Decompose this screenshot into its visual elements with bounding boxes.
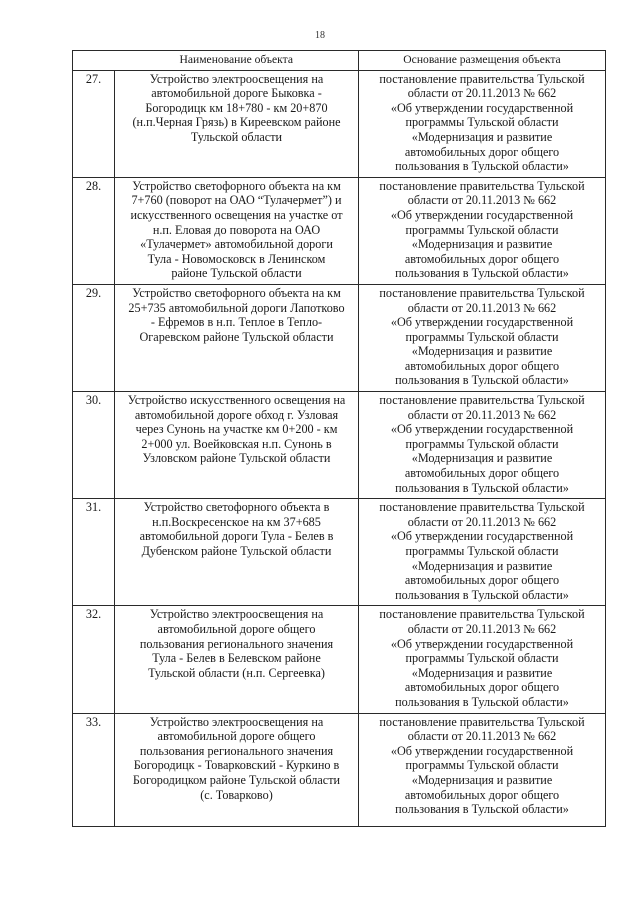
placement-basis-cell [359,177,606,284]
placement-basis-line: автомобильных дорог общего [404,573,560,588]
placement-basis-cell [359,713,606,826]
table-header-row [73,51,606,71]
object-name-cell [115,499,359,606]
placement-basis-line: автомобильных дорог общего [404,251,560,266]
object-name-line: Устройство искусственного освещения на [127,393,346,408]
placement-basis-line: программы Тульской области [405,115,559,130]
placement-basis-line: программы Тульской области [405,222,559,237]
object-name-line: Богородицк км 18+780 - км 20+870 [145,100,328,115]
placement-basis-line: пользования в Тульской области» [395,480,569,495]
object-name-line: Богородицк - Товарковский - Куркино в [133,758,340,773]
placement-basis-line: области от 20.11.2013 № 662 [407,729,557,744]
row-number: 32. [73,606,115,713]
placement-basis-line: «Модернизация и развитие [411,665,553,680]
placement-basis-line: пользования в Тульской области» [395,373,569,388]
placement-basis-line: «Модернизация и развитие [411,237,553,252]
placement-basis-line: «Об утверждении государственной [390,100,574,115]
placement-basis-line: автомобильных дорог общего [404,144,560,159]
object-name-cell [115,392,359,499]
header-object-name: Наименование объекта [115,51,359,71]
placement-basis-line: области от 20.11.2013 № 662 [407,407,557,422]
object-name-cell [115,284,359,391]
object-name-line: - Ефремов в н.п. Теплое в Тепло- [150,315,323,330]
placement-basis-line: постановление правительства Тульской [379,393,585,408]
placement-basis-line: пользования в Тульской области» [395,266,569,281]
placement-basis-line: «Модернизация и развитие [411,772,553,787]
row-number: 33. [73,713,115,826]
object-name-line: Тульской области [190,129,283,144]
table-body [73,70,606,826]
table-row [73,284,606,391]
placement-basis-line: пользования в Тульской области» [395,694,569,709]
object-name-line: Устройство светофорного объекта на км [132,178,341,193]
placement-basis-line: пользования в Тульской области» [395,159,569,174]
placement-basis-line: «Модернизация и развитие [411,558,553,573]
placement-basis-line: «Об утверждении государственной [390,422,574,437]
placement-basis-line: пользования в Тульской области» [395,802,569,817]
object-name-line: 2+000 ул. Воейковская н.п. Сунонь в [141,436,332,451]
object-name-line: автомобильной дороге обход г. Узловая [134,407,339,422]
object-name-line: автомобильной дороге Быковка - [151,86,322,101]
object-name-line: автомобильной дороге общего [157,621,316,636]
placement-basis-line: «Модернизация и развитие [411,344,553,359]
object-name-cell [115,70,359,177]
object-name-line: Устройство светофорного объекта на км [132,285,341,300]
table-row [73,392,606,499]
placement-basis-line: «Об утверждении государственной [390,315,574,330]
placement-basis-line: программы Тульской области [405,329,559,344]
placement-basis-line: постановление правительства Тульской [379,607,585,622]
placement-basis-line: области от 20.11.2013 № 662 [407,193,557,208]
placement-basis-line: автомобильных дорог общего [404,787,560,802]
header-number-cell [73,51,115,71]
object-name-line: Огаревском районе Тульской области [139,329,334,344]
placement-basis-line: программы Тульской области [405,544,559,558]
object-name-line: Устройство светофорного объекта в [143,500,330,515]
page-number: 18 [315,30,325,41]
placement-basis-cell [359,606,606,713]
placement-basis-cell [359,499,606,606]
placement-basis-line: постановление правительства Тульской [379,714,585,729]
object-name-line: Устройство электроосвещения на [149,607,324,622]
object-name-line: Тула - Белев в Белевском районе [152,651,321,666]
placement-basis-line: пользования в Тульской области» [395,587,569,602]
placement-basis-line: «Модернизация и развитие [411,451,553,466]
table-row [73,70,606,177]
table-row [73,606,606,713]
table-row [73,713,606,826]
object-name-line: автомобильной дороге общего [157,729,316,744]
placement-basis-line: «Об утверждении государственной [390,207,574,222]
objects-table [72,50,606,827]
placement-basis-line: области от 20.11.2013 № 662 [407,300,557,315]
row-number: 29. [73,284,115,391]
table-row [73,499,606,606]
object-name-line: пользования регионального значения [139,743,334,758]
placement-basis-line: автомобильных дорог общего [404,466,560,481]
object-name-cell [115,606,359,713]
placement-basis-line: «Об утверждении государственной [390,529,574,544]
placement-basis-line: автомобильных дорог общего [404,358,560,373]
placement-basis-line: постановление правительства Тульской [379,285,585,300]
header-placement-basis: Основание размещения объекта [359,51,606,71]
object-name-line: Тульской области (н.п. Сергеевка) [148,665,325,680]
placement-basis-line: «Об утверждении государственной [390,636,574,651]
object-name-cell [115,177,359,284]
object-name-line: (с. Товарково) [200,787,273,802]
object-name-line: Устройство электроосвещения на [149,71,324,86]
row-number: 27. [73,70,115,177]
object-name-line: (н.п.Черная Грязь) в Киреевском районе [132,115,341,130]
placement-basis-line: области от 20.11.2013 № 662 [407,621,557,636]
placement-basis-line: постановление правительства Тульской [379,71,585,86]
placement-basis-line: программы Тульской области [405,651,559,666]
object-name-line: Узловском районе Тульской области [142,451,331,466]
object-name-line: «Тулачермет» автомобильной дороги [140,237,333,252]
placement-basis-line: программы Тульской области [405,758,559,773]
row-number: 28. [73,177,115,284]
object-name-line: через Сунонь на участке км 0+200 - км [135,422,338,437]
placement-basis-cell [359,284,606,391]
placement-basis-line: «Об утверждении государственной [390,743,574,758]
placement-basis-line: программы Тульской области [405,436,559,451]
object-name-line: Устройство электроосвещения на [149,714,324,729]
placement-basis-line: «Модернизация и развитие [411,129,553,144]
object-name-line: Богородицком районе Тульской области [132,772,341,787]
object-name-line: Дубенском районе Тульской области [141,544,332,558]
object-name-line: 7+760 (поворот на ОАО “Тулачермет”) и [131,193,342,208]
placement-basis-line: области от 20.11.2013 № 662 [407,86,557,101]
object-name-line: Тула - Новомосковск в Ленинском [147,251,326,266]
object-name-cell [115,713,359,826]
object-name-line: автомобильной дороги Тула - Белев в [139,529,334,544]
object-name-line: н.п.Воскресенское на км 37+685 [152,514,321,529]
placement-basis-line: автомобильных дорог общего [404,680,560,695]
placement-basis-cell [359,70,606,177]
placement-basis-line: постановление правительства Тульской [379,178,585,193]
placement-basis-line: постановление правительства Тульской [379,500,585,515]
object-name-line: искусственного освещения на участке от [130,207,343,222]
row-number: 30. [73,392,115,499]
object-name-line: н.п. Еловая до поворота на ОАО [152,222,321,237]
object-name-line: районе Тульской области [171,266,302,281]
object-name-line: 25+735 автомобильной дороги Лапотково [128,300,345,315]
placement-basis-line: области от 20.11.2013 № 662 [407,514,557,529]
table-row [73,177,606,284]
placement-basis-cell [359,392,606,499]
object-name-line: пользования регионального значения [139,636,334,651]
row-number: 31. [73,499,115,606]
